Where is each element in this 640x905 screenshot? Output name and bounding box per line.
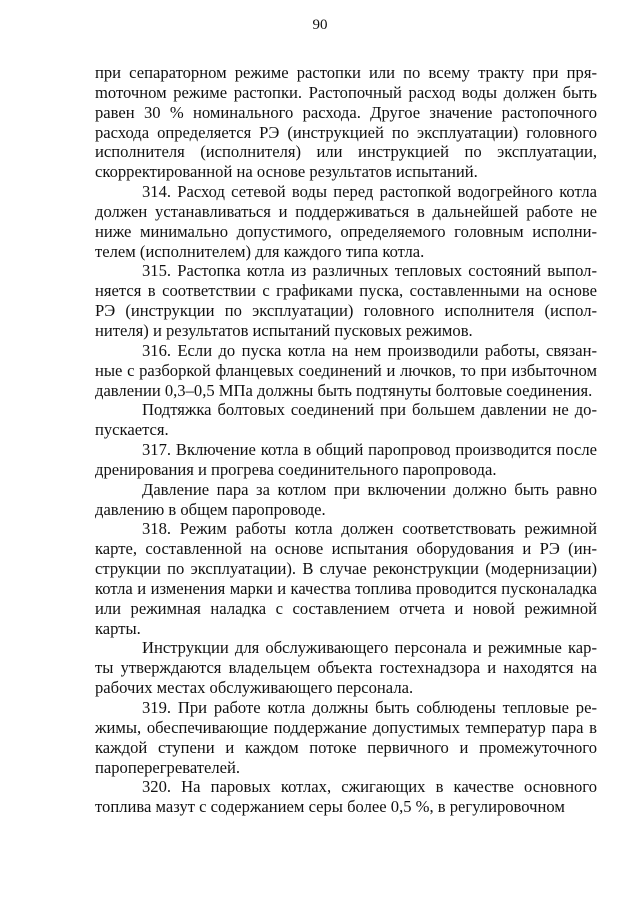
- paragraph-319: 319. При работе котла должны быть соблюдены тепловые режимы, обеспечивающие поддержание допустимых температур пара в каждой ступени и каждом потоке первичного и промежуточного пароперегревателей.: [95, 698, 597, 777]
- paragraph-318: 318. Режим работы котла должен соответствовать режимной карте, составленной на основе испытания оборудования и РЭ (инструкции по эксплуатации). В случае реконструкции (модернизации) котла и изменения марки и качества топлива проводится пусконаладка или режимная наладка с составлением отчета и новой режимной карты.: [95, 519, 597, 638]
- paragraph-318-note: Инструкции для обслуживающего персонала и режимные карты утверждаются владельцем объекта гостехнадзора и находятся на рабочих местах обслуживающего персонала.: [95, 638, 597, 698]
- paragraph-317-note: Давление пара за котлом при включении должно быть равно давлению в общем паропроводе.: [95, 479, 597, 519]
- paragraph-316-note: Подтяжка болтовых соединений при большем давлении не допускается.: [95, 400, 597, 440]
- paragraph-317: 317. Включение котла в общий паропровод производится после дренирования и прогрева соединительного паропровода.: [95, 440, 597, 479]
- paragraph-316: 316. Если до пуска котла на нем производили работы, связанные с разборкой фланцевых соединений и лючков, то при избыточном давлении 0,3–0,5 МПа должны быть подтянуты болтовые соединения.: [95, 340, 597, 400]
- page-body: [95, 63, 597, 817]
- paragraph-315: 315. Растопка котла из различных тепловых состояний выполняется в соответствии с графиками пуска, составленными на основе РЭ (инструкции по эксплуатации) головного исполнителя (исполнителя) и результатов испытаний пусковых режимов.: [95, 261, 597, 340]
- paragraph-314: 314. Расход сетевой воды перед растопкой водогрейного котла должен устанавливаться и поддерживаться в дальнейшей работе не ниже минимально допустимого, определяемого головным исполнителем (исполнителем) для каждого типа котла.: [95, 182, 597, 261]
- page-number: 90: [312, 17, 328, 33]
- paragraph-320: 320. На паровых котлах, сжигающих в качестве основного топлива мазут с содержанием серы более 0,5 %, в регулировочном: [95, 777, 597, 817]
- paragraph-continuation: при сепараторном режиме растопки или по всему тракту при пряmоточном режиме растопки. Растопочный расход воды должен быть равен 30 % номинального расхода. Другое значение растопочного расхода определяется РЭ (инструкцией по эксплуатации) головного исполнителя (исполнителя) или инструкцией по эксплуатации, скорректированной на основе результатов испытаний.: [95, 63, 597, 182]
